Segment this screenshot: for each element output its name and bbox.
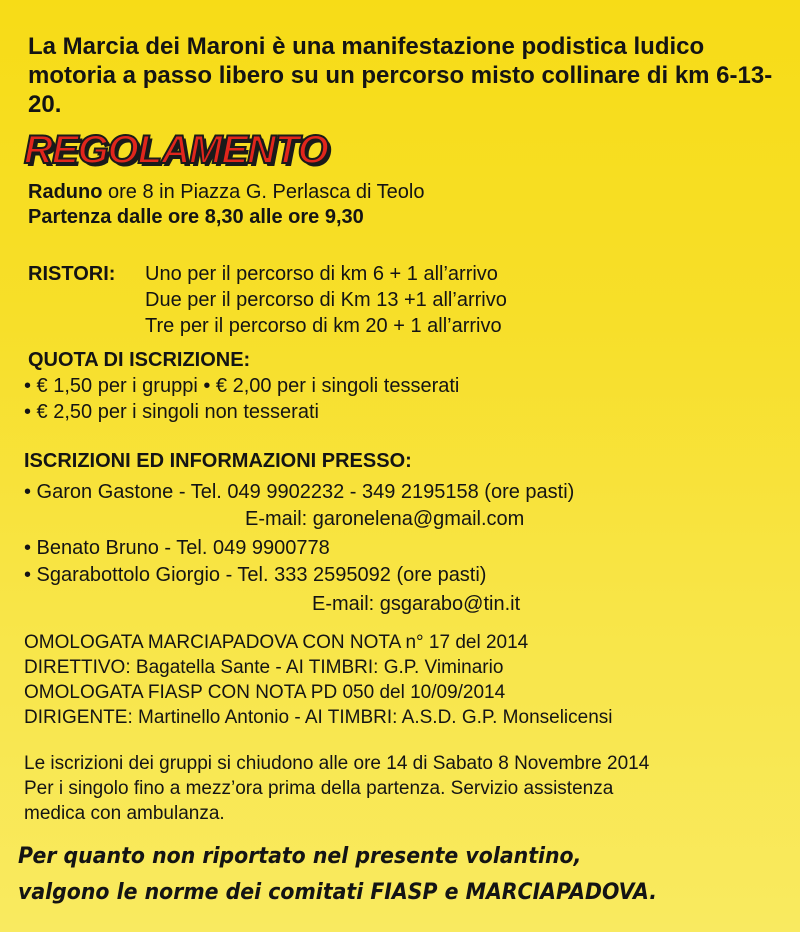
partenza-line: Partenza dalle ore 8,30 alle ore 9,30 <box>28 206 364 228</box>
email-garon: E-mail: garonelena@gmail.com <box>245 508 525 530</box>
ristori-line-1: Uno per il percorso di km 6 + 1 all’arrivo <box>145 263 498 285</box>
contact-garon: • Garon Gastone - Tel. 049 9902232 - 349 2195158 (ore pasti) <box>24 481 575 503</box>
dirigente-line: DIRIGENTE: Martinello Antonio - AI TIMBRI: A.S.D. G.P. Monselicensi <box>24 707 613 728</box>
note-line-3: medica con ambulanza. <box>24 803 225 824</box>
quota-line-1: • € 1,50 per i gruppi • € 2,00 per i singoli tesserati <box>24 375 460 397</box>
quota-heading: QUOTA DI ISCRIZIONE: <box>28 349 251 371</box>
regolamento-title: REGOLAMENTO <box>24 128 328 172</box>
footer-line-2: valgono le norme dei comitati FIASP e MARCIAPADOVA. <box>18 880 658 905</box>
note-line-1: Le iscrizioni dei gruppi si chiudono alle ore 14 di Sabato 8 Novembre 2014 <box>24 753 650 774</box>
raduno-line <box>28 180 424 204</box>
quota-line-2: • € 2,50 per i singoli non tesserati <box>24 401 319 423</box>
email-sgarabottolo: E-mail: gsgarabo@tin.it <box>312 593 521 615</box>
omologata-fiasp: OMOLOGATA FIASP CON NOTA PD 050 del 10/09/2014 <box>24 682 506 703</box>
omologata-marciapadova: OMOLOGATA MARCIAPADOVA CON NOTA n° 17 del 2014 <box>24 632 529 653</box>
contact-sgarabottolo: • Sgarabottolo Giorgio - Tel. 333 2595092 (ore pasti) <box>24 564 487 586</box>
raduno-text: ore 8 in Piazza G. Perlasca di Teolo <box>102 181 425 203</box>
ristori-line-2: Due per il percorso di Km 13 +1 all’arrivo <box>145 289 507 311</box>
raduno-label: Raduno <box>28 181 103 203</box>
note-line-2: Per i singolo fino a mezz’ora prima della partenza. Servizio assistenza <box>24 778 614 799</box>
iscrizioni-heading: ISCRIZIONI ED INFORMAZIONI PRESSO: <box>24 450 412 472</box>
contact-benato: • Benato Bruno - Tel. 049 9900778 <box>24 537 330 559</box>
footer-line-1: Per quanto non riportato nel presente volantino, <box>18 844 582 869</box>
intro-paragraph: La Marcia dei Maroni è una manifestazione podistica ludico motoria a passo libero su un percorso misto collinare di km 6-13-20. <box>28 33 773 118</box>
ristori-line-3: Tre per il percorso di km 20 + 1 all’arrivo <box>145 315 502 337</box>
direttivo-line: DIRETTIVO: Bagatella Sante - AI TIMBRI: G.P. Viminario <box>24 657 504 678</box>
ristori-label: RISTORI: <box>28 263 116 285</box>
